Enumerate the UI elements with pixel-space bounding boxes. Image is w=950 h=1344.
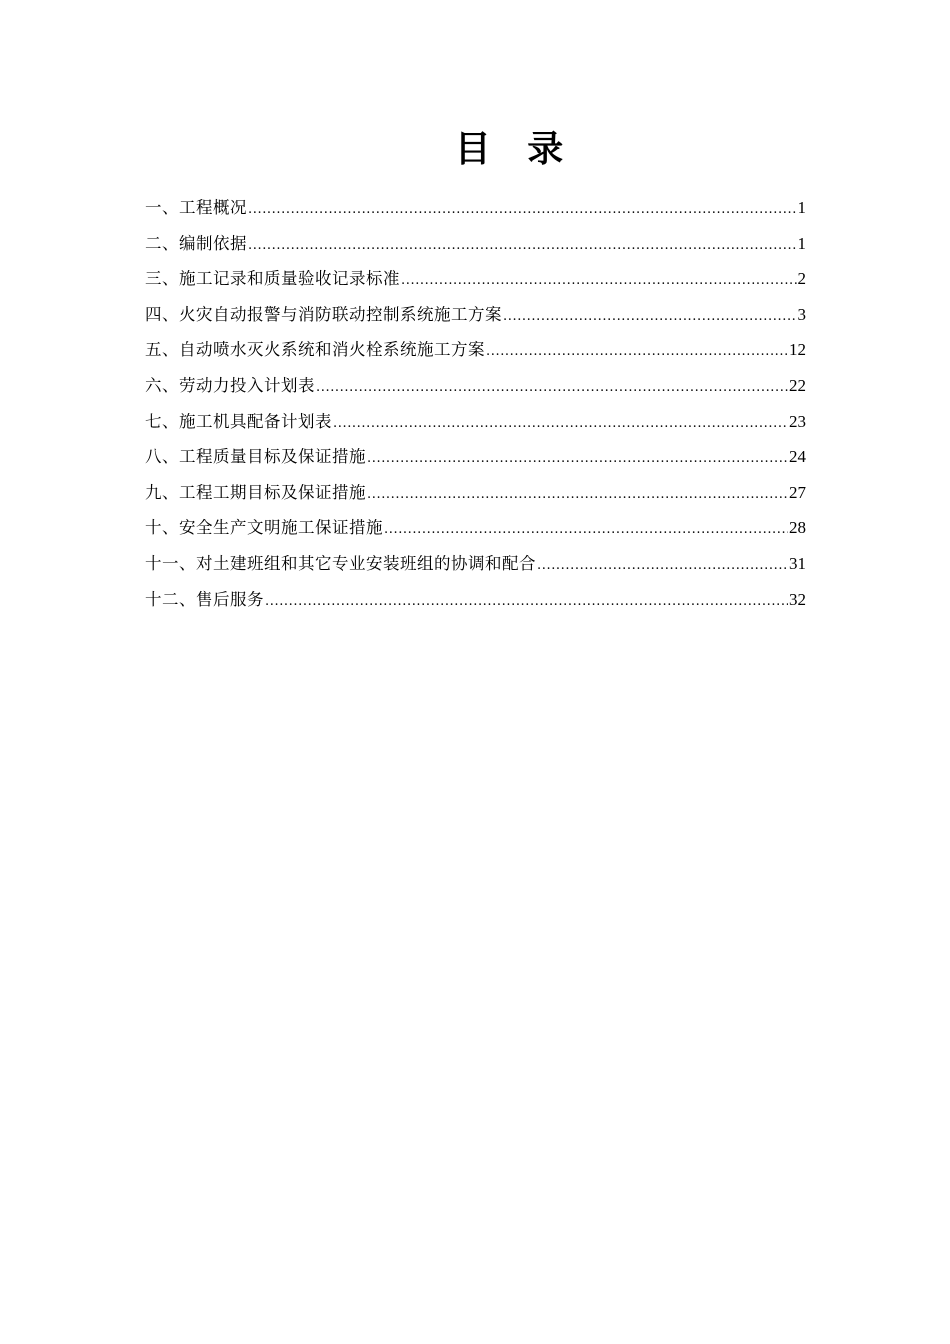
toc-entry-3[interactable] [145,261,806,297]
toc-entry-label: 六、劳动力投入计划表 [145,375,315,395]
toc-entry-page-number: 27 [789,482,806,502]
dot-leader [486,334,788,370]
toc-title: 目 录 [454,129,576,170]
toc-entry-page-number: 24 [789,447,806,467]
dot-leader [265,584,788,620]
toc-entry-4[interactable] [145,297,806,333]
dot-leader [367,477,788,513]
toc-entry-2[interactable] [145,226,806,262]
toc-entry-8[interactable] [145,439,806,475]
toc-entry-page-number: 28 [789,518,806,538]
toc-entry-label: 九、工程工期目标及保证措施 [145,482,366,502]
toc-entry-label: 八、工程质量目标及保证措施 [145,447,366,467]
toc-entry-9[interactable] [145,475,806,511]
toc-entry-page-number: 2 [797,269,806,289]
toc-entry-12[interactable] [145,582,806,618]
toc-entry-10[interactable] [145,510,806,546]
dot-leader [537,548,788,584]
dot-leader [316,370,788,406]
toc-entry-11[interactable] [145,546,806,582]
toc-entry-1[interactable] [145,190,806,226]
toc-list [145,190,806,617]
toc-entry-page-number: 22 [789,375,806,395]
toc-entry-label: 五、自动喷水灭火系统和消火栓系统施工方案 [145,340,485,360]
toc-entry-page-number: 1 [797,198,806,217]
toc-entry-label: 四、火灾自动报警与消防联动控制系统施工方案 [145,304,502,324]
toc-entry-5[interactable] [145,332,806,368]
toc-entry-6[interactable] [145,368,806,404]
dot-leader [333,406,788,442]
dot-leader [248,192,797,228]
toc-entry-page-number: 23 [789,411,806,431]
dot-leader [401,263,797,299]
dot-leader [503,299,797,335]
toc-entry-label: 一、工程概况 [145,198,247,217]
dot-leader [367,441,788,477]
toc-entry-label: 二、编制依据 [145,233,247,253]
toc-entry-page-number: 32 [789,589,806,609]
toc-entry-label: 三、施工记录和质量验收记录标准 [145,269,400,289]
toc-entry-page-number: 31 [789,553,806,573]
toc-entry-label: 七、施工机具配备计划表 [145,411,332,431]
toc-entry-page-number: 3 [797,304,806,324]
toc-entry-page-number: 12 [789,340,806,360]
dot-leader [384,512,788,548]
toc-entry-label: 十二、售后服务 [145,589,264,609]
toc-entry-7[interactable] [145,404,806,440]
dot-leader [248,228,797,264]
toc-entry-label: 十一、对土建班组和其它专业安装班组的协调和配合 [145,553,536,573]
toc-entry-label: 十、安全生产文明施工保证措施 [145,518,383,538]
toc-entry-page-number: 1 [797,233,806,253]
